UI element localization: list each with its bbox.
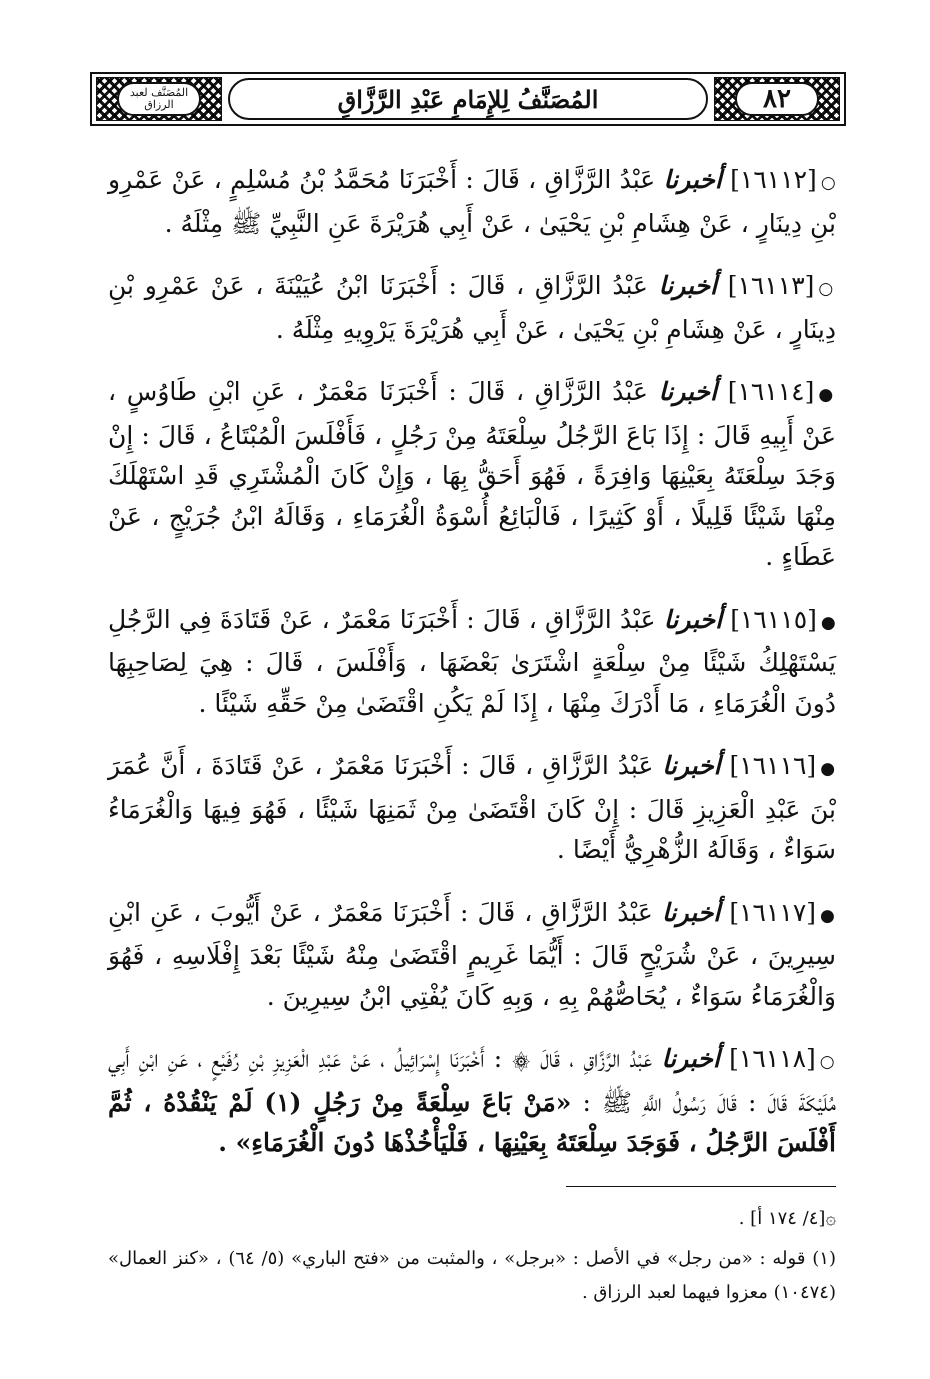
entry-text: عَبْدُ الرَّزَّاقِ ، قَالَ ۞ : أَخْبَرَنَا إِسْرَائِيلُ ، عَنْ عَبْدِ الْعَزِيزِ بْنِ رُفَيْعٍ ، عَنِ ابْنِ أَبِي مُلَيْكَةَ قَالَ : قَالَ رَسُولُ اللَّهِ ﷺ : [108,1044,836,1117]
entry-number: [١٦١١٣] [727,271,815,300]
entry-lead: أخبرنا [658,377,717,406]
entry-number: [١٦١١٥] [730,604,817,634]
prophetic-saying: «مَنْ بَاعَ سِلْعَةً مِنْ رَجُلٍ (١) لَمْ يَنْقُدْهُ ، ثُمَّ أَفْلَسَ الرَّجُلُ ، فَوَجَدَ سِلْعَتَهُ بِعَيْنِهَا ، فَلْيَأْخُذْهَا دُونَ الْغُرَمَاءِ» . [108,1087,836,1157]
hadith-entry [108,600,836,725]
entry-text: عَبْدُ الرَّزَّاقِ ، قَالَ : أَخْبَرَنَا مَعْمَرٌ ، عَنْ قَتَادَةَ ، أَنَّ عُمَرَ بْنَ عَبْدِ الْعَزِيزِ قَالَ : إِنْ كَانَ اقْتَضَىٰ مِنْ ثَمَنِهَا شَيْئًا ، فَهُوَ فِيهَا وَالْغُرَمَاءُ سَوَاءٌ ، وَقَالَهُ الزُّهْرِيُّ أَيْضًا . [108,751,836,864]
page-number: ٨٢ [763,84,791,114]
page-number-medallion [735,82,819,116]
footnotes [108,1202,836,1316]
hadith-entry [108,746,836,871]
entry-marker: ○ [818,279,837,299]
footnote-1: (١) قوله : «من رجل» في الأصل : «برجل» ، والمثبت من «فتح الباري» (٥/ ٦٤) ، «كنز العمال» (١٠٤٧٤) معزوا فيهما لعبد الرزاق . [108,1248,836,1303]
entry-lead: أخبرنا [661,1044,720,1073]
book-title: المُصَنَّفُ لِلإِمَامِ عَبْدِ الرَّزَّاقِ [337,84,599,114]
hadith-entry [108,1039,836,1164]
entry-lead: أخبرنا [663,604,723,634]
entry-text: عَبْدُ الرَّزَّاقِ ، قَالَ : أَخْبَرَنَا ابْنُ عُيَيْنَةَ ، عَنْ عَمْرِو بْنِ دِينَارٍ ، عَنْ هِشَامِ بْنِ يَحْيَىٰ ، عَنْ أَبِي هُرَيْرَةَ يَرْوِيهِ مِثْلَهُ . [108,271,836,344]
header-title-frame [228,78,708,120]
medallion-seal: المُصَنَّف لعبد الرزاق [117,82,201,116]
entry-marker: ● [818,385,837,405]
entry-lead: أخبرنا [662,751,721,780]
footnote-folio: ۞[٤/ ١٧٤ أ] . [738,1208,836,1229]
hadith-entry [108,893,836,1018]
main-text [108,160,836,1186]
entry-lead: أخبرنا [658,271,717,300]
entry-number: [١٦١١٧] [729,897,817,927]
entry-marker: ● [820,612,836,633]
entry-number: [١٦١١٨] [729,1044,816,1073]
entry-lead: أخبرنا [661,897,721,927]
entry-lead: أخبرنا [663,165,722,194]
left-ornament [96,77,222,121]
entry-marker: ○ [819,1052,836,1072]
hadith-entry [108,372,836,578]
entry-text: عَبْدُ الرَّزَّاقِ ، قَالَ : أَخْبَرَنَا مُحَمَّدُ بْنُ مُسْلِمٍ ، عَنْ عَمْرِو بْنِ دِينَارٍ ، عَنْ هِشَامِ بْنِ يَحْيَىٰ ، عَنْ أَبِي هُرَيْرَةَ عَنِ النَّبِيِّ ﷺ مِثْلَهُ . [108,165,836,238]
entry-marker: ○ [820,173,837,193]
hadith-entry [108,266,836,350]
hadith-entry [108,160,836,244]
page-header [90,72,846,126]
entry-number: [١٦١١٤] [727,377,815,406]
right-ornament [714,77,840,121]
footnote-divider [566,1186,836,1187]
entry-marker: ● [820,905,836,926]
entry-number: [١٦١١٢] [730,165,817,194]
entry-marker: ● [820,759,836,779]
entry-text: عَبْدُ الرَّزَّاقِ ، قَالَ : أَخْبَرَنَا مَعْمَرٌ ، عَنْ قَتَادَةَ فِي الرَّجُلِ يَسْتَهْلِكُ شَيْئًا مِنْ سِلْعَةٍ اشْتَرَىٰ بَعْضَهَا ، وَأَفْلَسَ ، قَالَ : هِيَ لِصَاحِبِهَا دُونَ الْغُرَمَاءِ ، مَا أَدْرَكَ مِنْهَا ، إِذَا لَمْ يَكُنِ اقْتَضَىٰ مِنْ حَقِّهِ شَيْئًا . [108,604,836,718]
entry-text: عَبْدُ الرَّزَّاقِ ، قَالَ : أَخْبَرَنَا مَعْمَرٌ ، عَنِ ابْنِ طَاوُسٍ ، عَنْ أَبِيهِ قَالَ : إِذَا بَاعَ الرَّجُلُ سِلْعَتَهُ مِنْ رَجُلٍ ، فَأَفْلَسَ الْمُبْتَاعُ ، قَالَ : إِنْ وَجَدَ سِلْعَتَهُ بِعَيْنِهَا وَافِرَةً ، فَهُوَ أَحَقُّ بِهَا ، وَإِنْ كَانَ الْمُشْتَرِي قَدِ اسْتَهْلَكَ مِنْهَا شَيْئًا قَلِيلًا ، أَوْ كَثِيرًا ، فَالْبَائِعُ أُسْوَةُ الْغُرَمَاءِ ، وَقَالَهُ ابْنُ جُرَيْجٍ ، عَنْ عَطَاءٍ . [108,377,836,571]
entry-text: عَبْدُ الرَّزَّاقِ ، قَالَ : أَخْبَرَنَا مَعْمَرٌ ، عَنْ أَيُّوبَ ، عَنِ ابْنِ سِيرِينَ ، عَنْ شُرَيْحٍ قَالَ : أَيُّمَا غَرِيمٍ اقْتَضَىٰ مِنْهُ شَيْئًا بَعْدَ إِفْلَاسِهِ ، فَهُوَ وَالْغُرَمَاءُ سَوَاءٌ ، يُحَاصُّهُمْ بِهِ ، وَبِهِ كَانَ يُفْتِي ابْنُ سِيرِينَ . [108,897,836,1011]
entry-number: [١٦١١٦] [729,751,817,780]
